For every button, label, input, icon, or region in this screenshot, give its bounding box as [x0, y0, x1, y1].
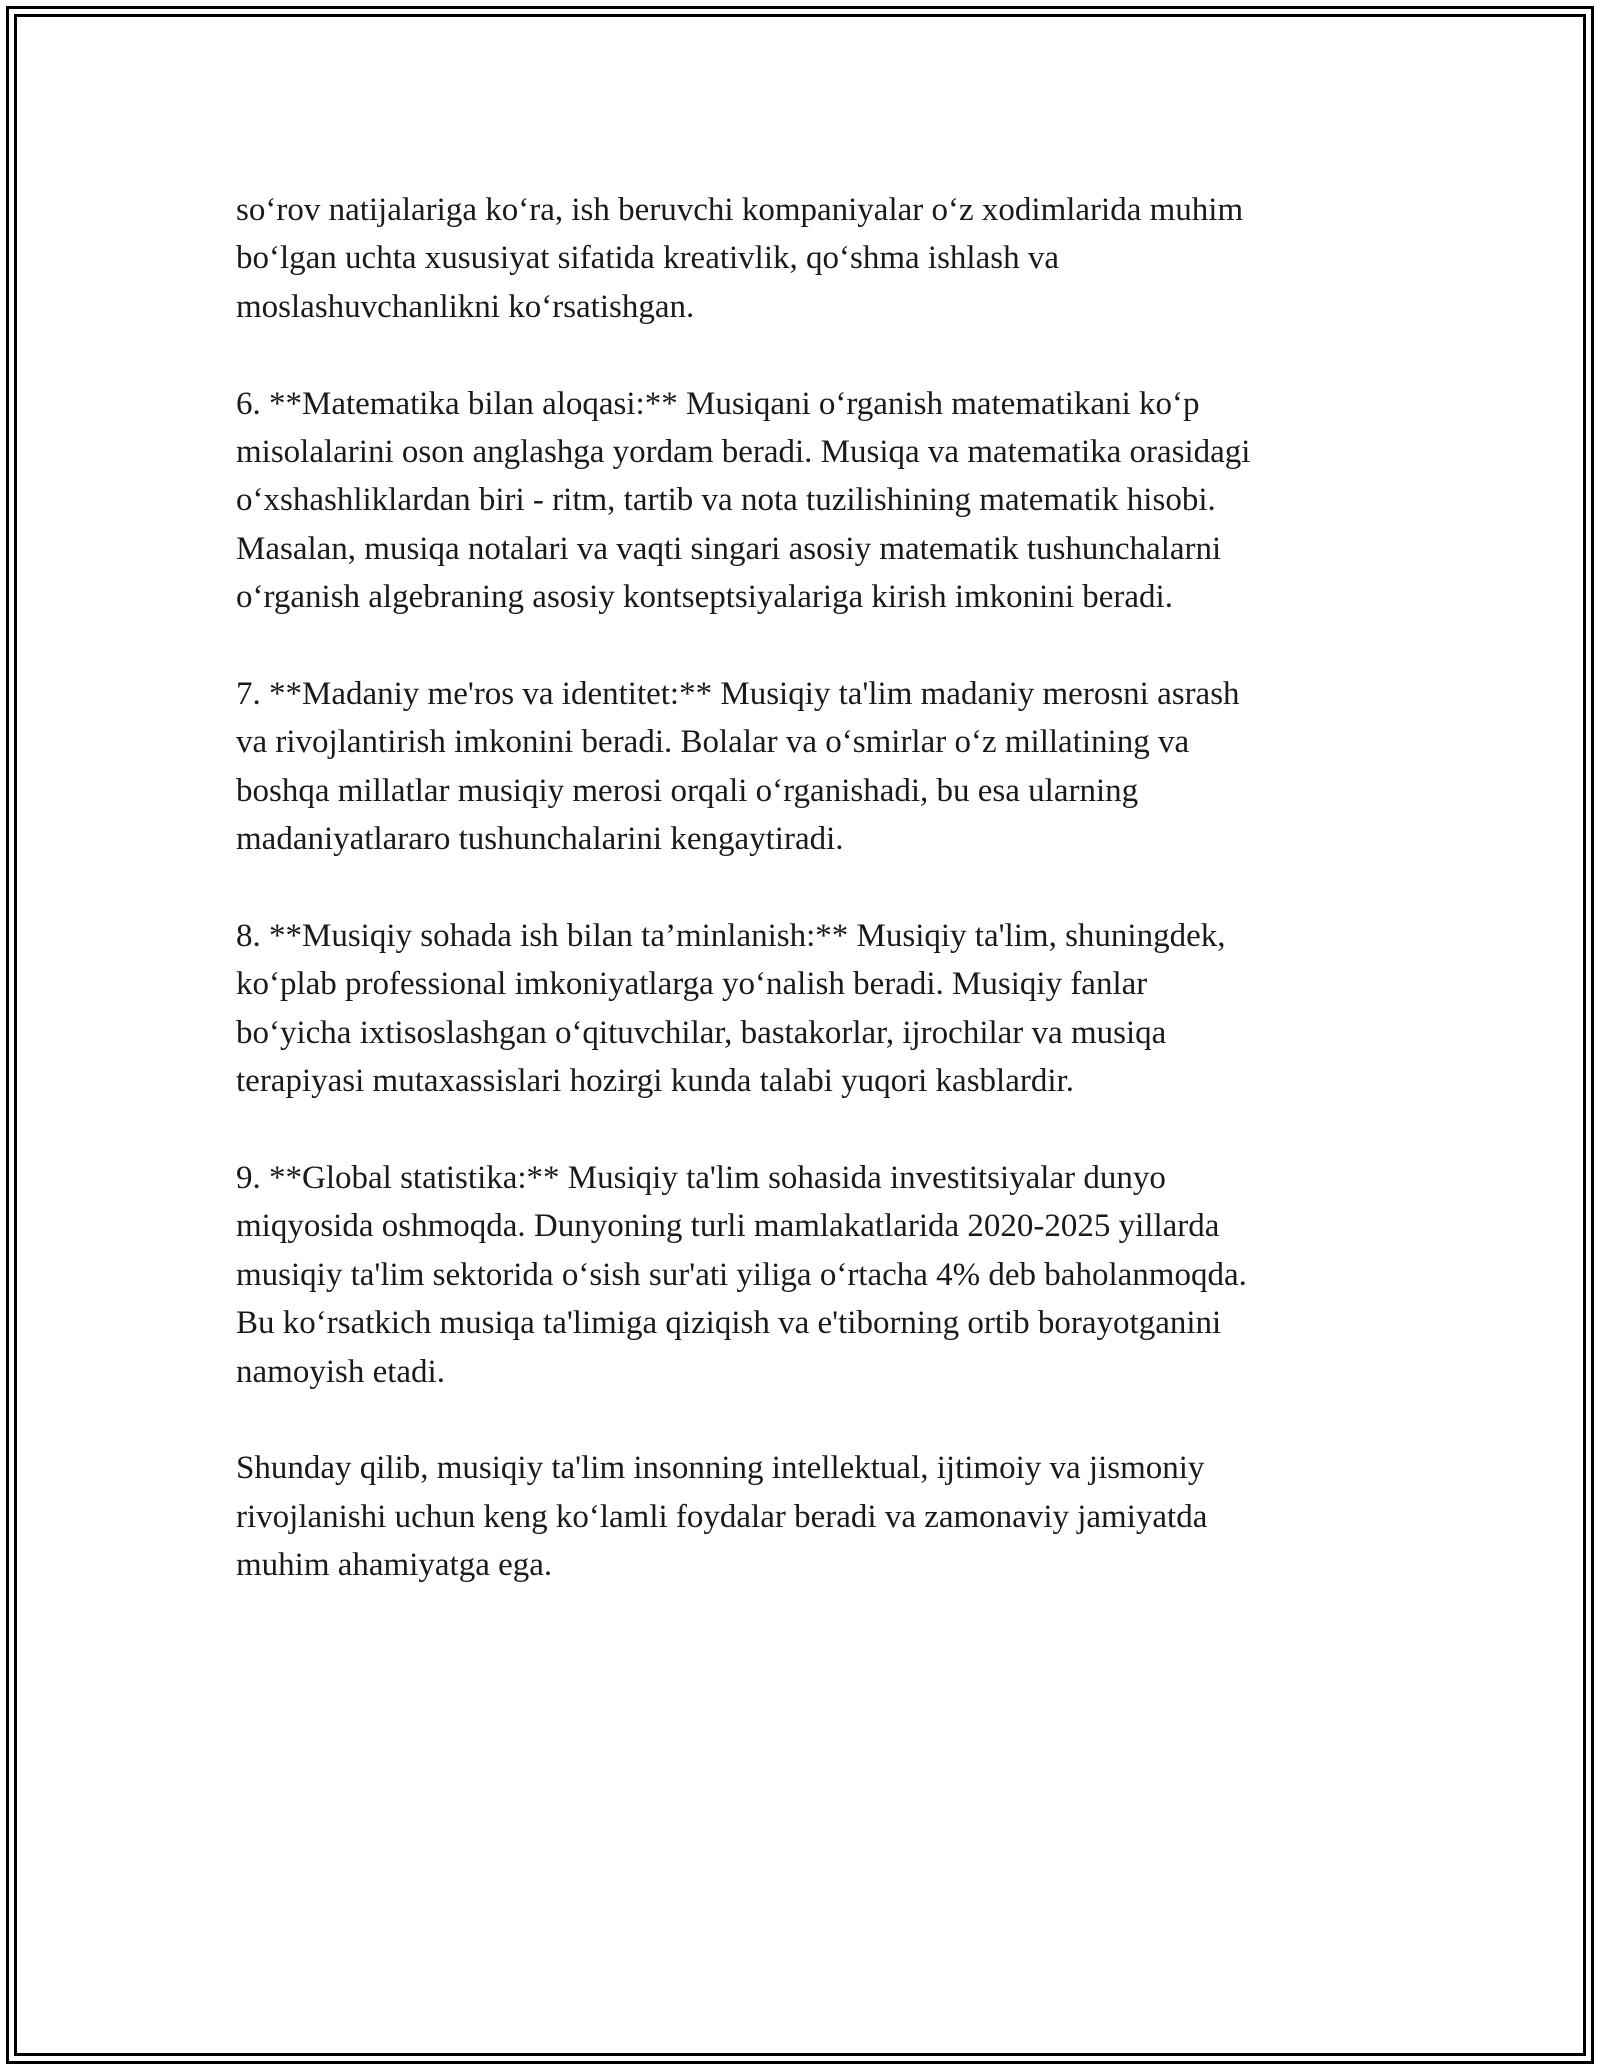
document-body [236, 186, 1386, 1638]
paragraph-cultural-heritage: 7. **Madaniy me'ros va identitet:** Musiqiy ta'lim madaniy merosni asrash va rivojlantirish imkonini beradi. Bolalar va o‘smirlar o‘z millatining va boshqa millatlar musiqiy merosi orqali o‘rganishadi, bu esa ularning madaniyatlararo tushunchalarini kengaytiradi. [236, 676, 1240, 858]
paragraph-music-employment: 8. **Musiqiy sohada ish bilan ta’minlanish:** Musiqiy ta'lim, shuningdek, ko‘plab professional imkoniyatlarga yo‘nalish beradi. Musiqiy fanlar bo‘yicha ixtisoslashgan o‘qituvchilar, bastakorlar, ijrochilar va musiqa terapiyasi mutaxassislari hozirgi kunda talabi yuqori kasblardir. [236, 918, 1226, 1100]
paragraph-survey-results: so‘rov natijalariga ko‘ra, ish beruvchi kompaniyalar o‘z xodimlarida muhim bo‘lgan uchta xususiyat sifatida kreativlik, qo‘shma ishlash va moslashuvchanlikni ko‘rsatishgan. [236, 192, 1244, 325]
paragraph-conclusion: Shunday qilib, musiqiy ta'lim insonning intellektual, ijtimoiy va jismoniy rivojlanishi uchun keng ko‘lamli foydalar beradi va zamonaviy jamiyatda muhim ahamiyatga ega. [236, 1450, 1208, 1584]
paragraph-math-connection: 6. **Matematika bilan aloqasi:** Musiqani o‘rganish matematikani ko‘p misolalarini oson anglashga yordam beradi. Musiqa va matematika orasidagi o‘xshashliklardan biri - ritm, tartib va nota tuzilishining matematik hisobi. Masalan, musiqa notalari va vaqti singari asosiy matematik tushunchalarni o‘rganish algebraning asosiy kontseptsiyalariga kirish imkonini beradi. [236, 385, 1251, 616]
paragraph-global-statistics: 9. **Global statistika:** Musiqiy ta'lim sohasida investitsiyalar dunyo miqyosida oshmoqda. Dunyoning turli mamlakatlarida 2020-2025 yillarda musiqiy ta'lim sektorida o‘sish sur'ati yiliga o‘rtacha 4% deb baholanmoqda. Bu ko‘rsatkich musiqa ta'limiga qiziqish va e'tiborning ortib borayotganini namoyish etadi. [236, 1160, 1247, 1390]
